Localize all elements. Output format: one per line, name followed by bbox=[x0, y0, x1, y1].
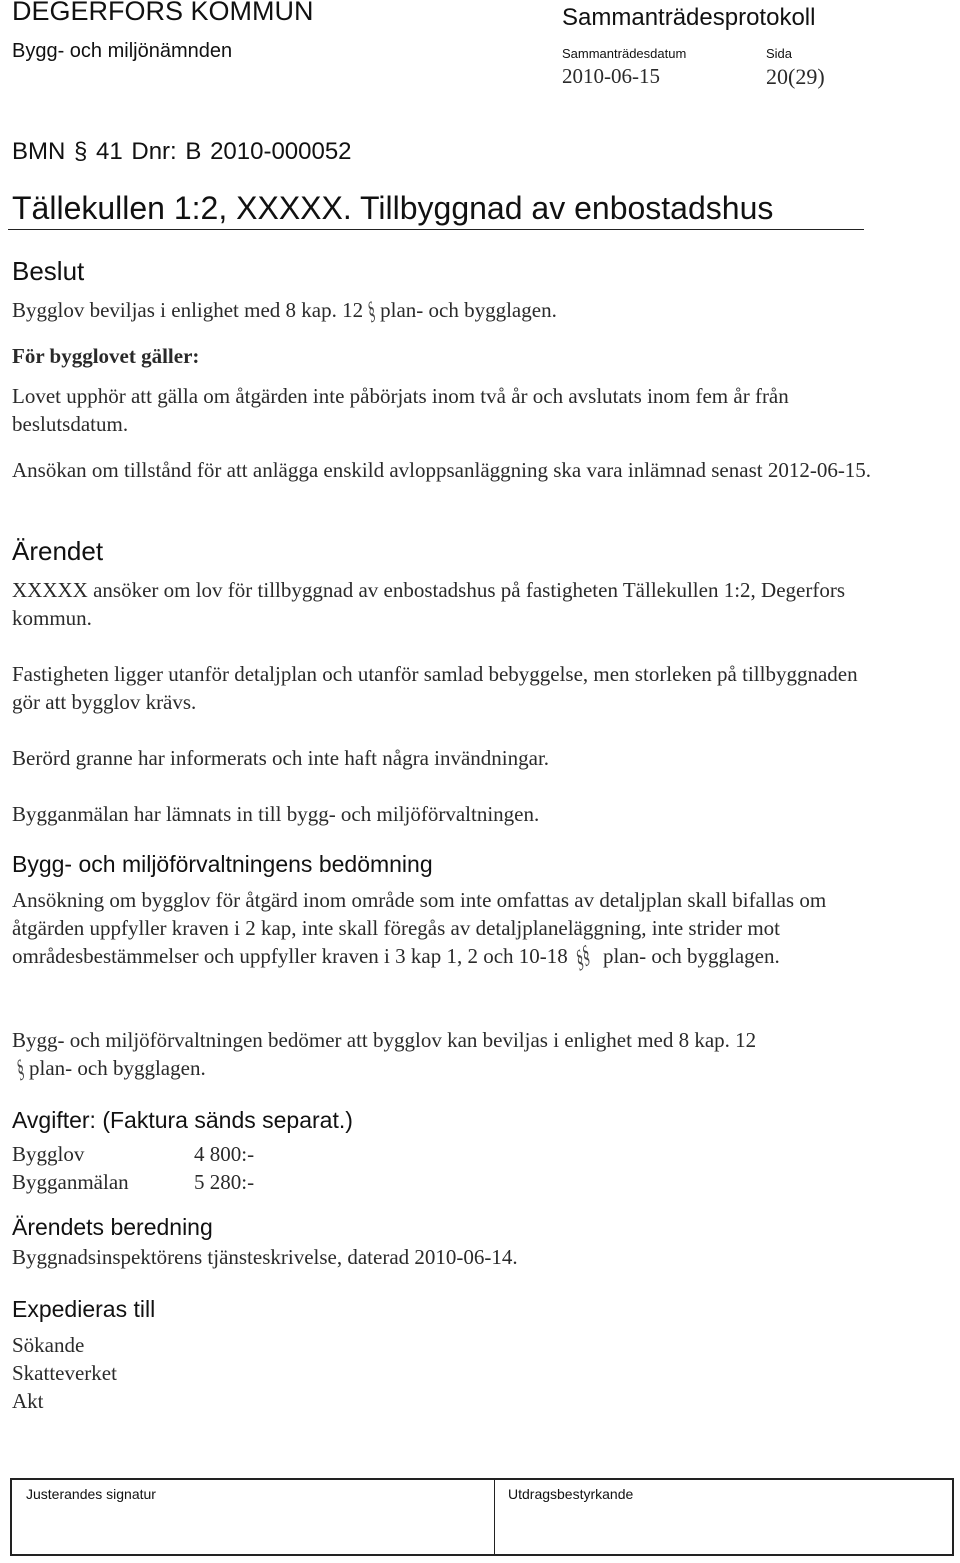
assessment-paragraph-2-end: plan- och bygglagen. bbox=[29, 1056, 206, 1080]
recipient-item: Akt bbox=[12, 1389, 44, 1413]
fee-label: Bygganmälan bbox=[12, 1170, 129, 1194]
recipient-item: Skatteverket bbox=[12, 1361, 117, 1385]
dispatch-heading: Expedieras till bbox=[12, 1296, 156, 1322]
org-name: DEGERFORS KOMMUN bbox=[12, 0, 314, 26]
fees-heading: Avgifter: (Faktura sänds separat.) bbox=[12, 1107, 353, 1133]
section-sign-icon: §§ bbox=[574, 938, 592, 975]
matter-paragraph-2: Fastigheten ligger utanför detaljplan och utanför samlad bebyggelse, men storleken på tillbyggnaden gör att bygglov krävs. bbox=[12, 662, 858, 714]
page-label: Sida bbox=[766, 46, 793, 61]
condition-2: Ansökan om tillstånd för att anlägga enskild avloppsanläggning ska vara inlämnad senast 2012-06-15. bbox=[12, 458, 872, 482]
case-title: Tällekullen 1:2, XXXXX. Tillbyggnad av enbostadshus bbox=[12, 190, 774, 226]
section-sign-icon: § bbox=[14, 1052, 26, 1085]
assessment-paragraph-2-start: Bygg- och miljöförvaltningen bedömer att bygglov kan beviljas i enlighet med 8 kap. 12 bbox=[12, 1028, 757, 1052]
decision-text-start: Bygglov beviljas i enlighet med 8 kap. 12 bbox=[12, 298, 364, 322]
fee-row bbox=[12, 1170, 254, 1195]
matter-paragraph-3: Berörd granne har informerats och inte haft några invändningar. bbox=[12, 746, 550, 770]
page-number: 20(29) bbox=[766, 64, 825, 89]
document-type: Sammanträdesprotokoll bbox=[562, 4, 816, 31]
recipient-item: Sökande bbox=[12, 1333, 85, 1357]
assessment-paragraph-1 bbox=[12, 886, 852, 975]
assessment-paragraph-2 bbox=[12, 1026, 772, 1083]
fee-label: Bygglov bbox=[12, 1142, 85, 1166]
assessment-paragraph-1-end: plan- och bygglagen. bbox=[603, 944, 780, 968]
assessment-heading: Bygg- och miljöförvaltningens bedömning bbox=[12, 851, 433, 877]
fee-amount: 4 800:- bbox=[194, 1142, 255, 1166]
preparation-heading: Ärendets beredning bbox=[12, 1214, 213, 1240]
title-rule bbox=[8, 229, 864, 230]
preparation-text: Byggnadsinspektörens tjänsteskrivelse, daterad 2010-06-14. bbox=[12, 1245, 518, 1269]
decision-text bbox=[12, 296, 892, 325]
meeting-date-value: 2010-06-15 bbox=[562, 64, 660, 88]
matter-paragraph-4: Bygganmälan har lämnats in till bygg- och miljöförvaltningen. bbox=[12, 802, 540, 826]
meeting-date-label: Sammanträdesdatum bbox=[562, 46, 687, 61]
decision-heading: Beslut bbox=[12, 256, 85, 286]
decision-text-end: plan- och bygglagen. bbox=[380, 298, 557, 322]
condition-1: Lovet upphör att gälla om åtgärden inte påbörjats inom två år och avslutats inom fem år från beslutsdatum. bbox=[12, 384, 789, 436]
signature-label: Justerandes signatur bbox=[26, 1486, 156, 1502]
fee-row bbox=[12, 1142, 254, 1167]
signature-box-divider bbox=[494, 1480, 495, 1554]
signature-box bbox=[10, 1478, 954, 1556]
fee-amount: 5 280:- bbox=[194, 1170, 255, 1194]
conditions-heading: För bygglovet gäller: bbox=[12, 344, 200, 368]
committee-name: Bygg- och miljönämnden bbox=[12, 40, 233, 62]
case-reference: BMN § 41 Dnr: B 2010-000052 bbox=[12, 138, 352, 165]
matter-heading: Ärendet bbox=[12, 536, 104, 566]
certification-label: Utdragsbestyrkande bbox=[508, 1486, 634, 1502]
matter-paragraph-1: XXXXX ansöker om lov för tillbyggnad av enbostadshus på fastigheten Tällekullen 1:2, Degerfors kommun. bbox=[12, 578, 846, 630]
section-sign-icon: § bbox=[366, 294, 378, 327]
assessment-paragraph-1-start: Ansökning om bygglov för åtgärd inom område som inte omfattas av detaljplan skall bifallas om åtgärden uppfyller kraven i 2 kap, inte skall föregås av detaljplaneläggning, inte strider mot områdesbestämmelser och uppfyller kraven i 3 kap 1, 2 och 10-18 bbox=[12, 888, 827, 968]
